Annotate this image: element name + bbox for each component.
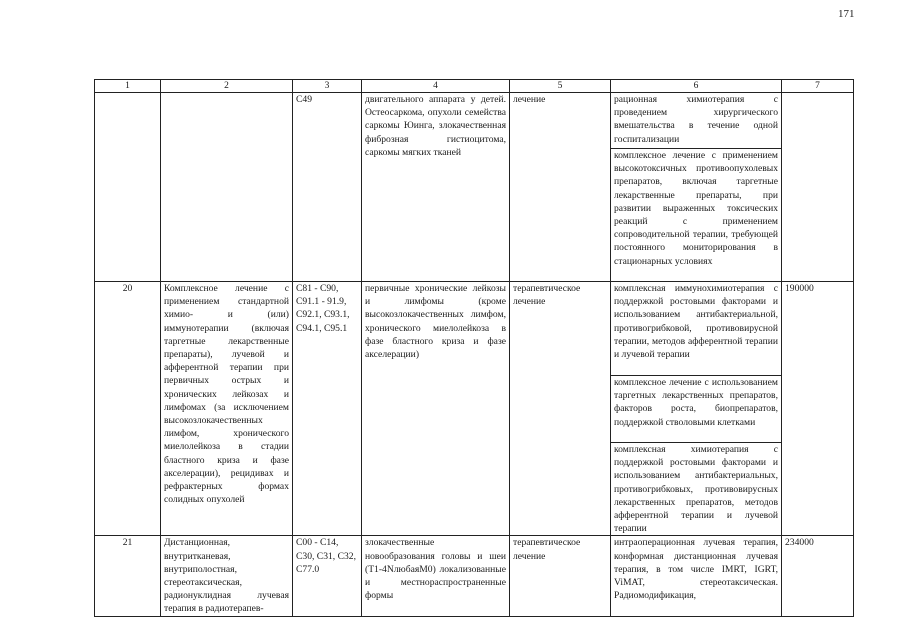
row-number-cell: 20 bbox=[95, 282, 161, 536]
table-row bbox=[95, 536, 854, 616]
treatment-name-cell: Комплексное лечение с применением стандартной химио- и (или) иммунотерапии (включая таргетные лекарственные препараты), лучевой и афферентной терапии при первичных острых и хронических лейкозах и лимфомах (за исключением высокозлокачественных лимфом, хронического миелолейкоза в стадии бластного криза и фазе акселерации), рецидивах и рефрактерных формах солидных опухолей bbox=[161, 282, 293, 536]
treatment-methods-cell bbox=[611, 93, 782, 282]
method-entry: комплексное лечение с использованием таргетных лекарственных препаратов, факторов роста, биопрепаратов, поддержкой стволовыми клетками bbox=[611, 375, 781, 442]
page-number: 171 bbox=[838, 8, 855, 20]
icd-codes-cell: C49 bbox=[293, 93, 362, 282]
patient-model-cell: двигательного аппарата у детей. Остеосаркома, опухоли семейства саркомы Юинга, злокачественная фиброзная гистиоцитома, саркомы мягких тканей bbox=[362, 93, 510, 282]
table-row bbox=[95, 93, 854, 282]
header-cell: 1 bbox=[95, 80, 161, 93]
header-cell: 3 bbox=[293, 80, 362, 93]
treatment-name-cell: Дистанционная, внутритканевая, внутриполостная, стереотаксическая, радионуклидная лучевая терапия в радиотерапев- bbox=[161, 536, 293, 616]
treatment-type-cell: терапевтическое лечение bbox=[510, 536, 611, 616]
header-cell: 4 bbox=[362, 80, 510, 93]
treatment-table bbox=[94, 79, 854, 617]
norm-cost-cell bbox=[782, 93, 854, 282]
method-entry: комплексная иммунохимиотерапия с поддержкой ростовыми факторами и использованием антибактериальной, противогрибковой, противовирусной терапии, методов афферентной терапии и лучевой терапии bbox=[614, 283, 778, 361]
icd-codes-cell: C81 - C90, C91.1 - 91.9, C92.1, C93.1, C94.1, C95.1 bbox=[293, 282, 362, 536]
table-row bbox=[95, 282, 854, 536]
header-cell: 6 bbox=[611, 80, 782, 93]
header-cell: 7 bbox=[782, 80, 854, 93]
patient-model-cell: злокачественные новообразования головы и шеи (T1-4NлюбаяM0) локализованные и местнораспространенные формы bbox=[362, 536, 510, 616]
icd-codes-cell: C00 - C14, C30, C31, C32, C77.0 bbox=[293, 536, 362, 616]
header-cell: 2 bbox=[161, 80, 293, 93]
method-entry: рационная химиотерапия с проведением хирургического вмешательства в течение одной госпитализации bbox=[614, 94, 778, 145]
header-cell: 5 bbox=[510, 80, 611, 93]
method-entry: комплексное лечение с применением высокотоксичных противоопухолевых препаратов, включая таргетные лекарственные препараты, при развитии выраженных токсических реакций с применением сопроводительной терапии, требующей постоянного мониторирования в стационарных условиях bbox=[611, 148, 781, 268]
norm-cost-cell: 234000 bbox=[782, 536, 854, 616]
norm-cost-cell: 190000 bbox=[782, 282, 854, 536]
column-number-header bbox=[95, 80, 854, 93]
method-entry: интраоперационная лучевая терапия, конформная дистанционная лучевая терапия, в том числе IMRT, IGRT, ViMAT, стереотаксическая. Радиомодификация, bbox=[614, 537, 778, 602]
treatment-methods-cell bbox=[611, 536, 782, 616]
treatment-type-cell: лечение bbox=[510, 93, 611, 282]
patient-model-cell: первичные хронические лейкозы и лимфомы (кроме высокозлокачественных лимфом, хронического миелолейкоза в фазе бластного криза и фазе акселерации) bbox=[362, 282, 510, 536]
row-number-cell bbox=[95, 93, 161, 282]
method-entry: комплексная химиотерапия с поддержкой ростовыми факторами и использованием антибактериальных, противогрибковых, противовирусных лекарственных препаратов, методов афферентной терапии и лучевой терапии bbox=[611, 442, 781, 535]
row-number-cell: 21 bbox=[95, 536, 161, 616]
treatment-methods-cell bbox=[611, 282, 782, 536]
treatment-type-cell: терапевтическое лечение bbox=[510, 282, 611, 536]
treatment-name-cell bbox=[161, 93, 293, 282]
